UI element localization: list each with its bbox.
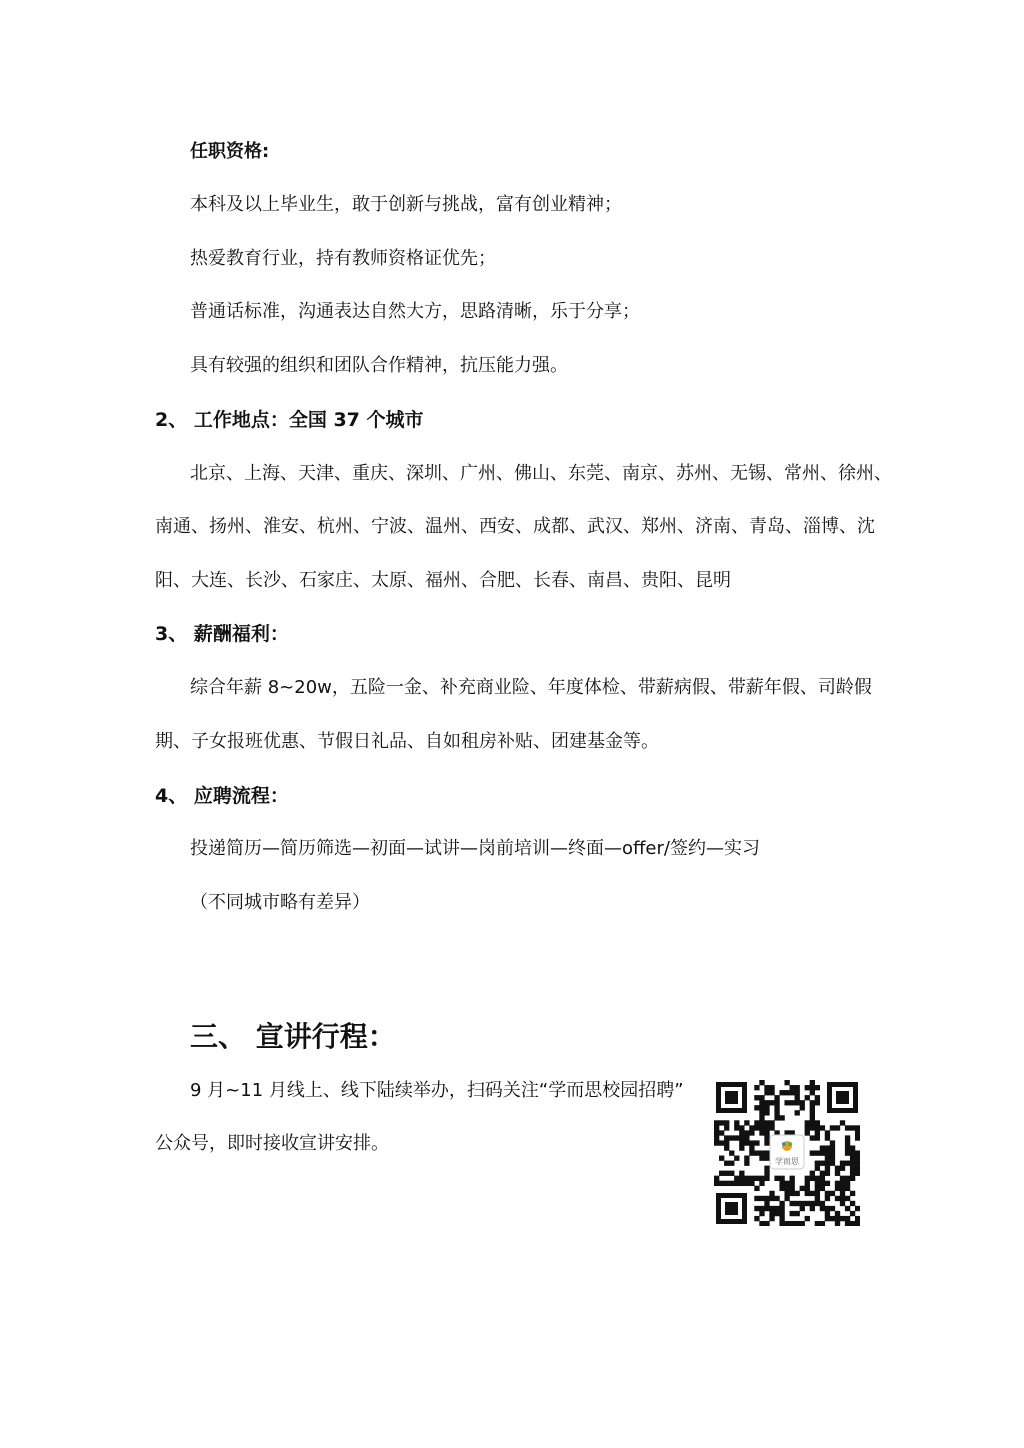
- qualification-item: 普通话标准，沟通表达自然大方，思路清晰，乐于分享；: [190, 301, 640, 322]
- salary-line: 期、子女报班优惠、节假日礼品、自如租房补贴、团建基金等。: [155, 731, 659, 752]
- process-note: （不同城市略有差异）: [190, 892, 370, 913]
- qualifications-heading: 任职资格:: [190, 141, 270, 162]
- salary-line: 综合年薪 8~20w，五险一金、补充商业险、年度体检、带薪病假、带薪年假、司龄假: [190, 677, 872, 698]
- qr-code-image: [714, 1080, 860, 1226]
- process-flow: 投递简历—简历筛选—初面—试讲—岗前培训—终面—offer/签约—实习: [190, 838, 760, 859]
- qualification-item: 本科及以上毕业生，敢于创新与挑战，富有创业精神；: [190, 194, 622, 215]
- schedule-line: 9 月~11 月线上、线下陆续举办，扫码关注“学而思校园招聘”: [190, 1080, 684, 1101]
- city-list-line: 阳、大连、长沙、石家庄、太原、福州、合肥、长春、南昌、贵阳、昆明: [155, 570, 731, 591]
- schedule-line: 公众号，即时接收宣讲安排。: [155, 1133, 389, 1154]
- schedule-heading: 三、 宣讲行程：: [190, 1020, 396, 1053]
- qualification-item: 热爱教育行业，持有教师资格证优先；: [190, 248, 496, 269]
- process-heading: 4、 应聘流程：: [155, 785, 289, 807]
- city-list-line: 南通、扬州、淮安、杭州、宁波、温州、西安、成都、武汉、郑州、济南、青岛、淄博、沈: [155, 516, 875, 537]
- qr-logo-text: 学而思: [775, 1157, 799, 1166]
- location-heading: 2、 工作地点：全国 37 个城市: [155, 409, 424, 431]
- salary-heading: 3、 薪酬福利：: [155, 623, 289, 645]
- city-list-line: 北京、上海、天津、重庆、深圳、广州、佛山、东莞、南京、苏州、无锡、常州、徐州、: [190, 463, 892, 484]
- qualification-item: 具有较强的组织和团队合作精神，抗压能力强。: [190, 355, 568, 376]
